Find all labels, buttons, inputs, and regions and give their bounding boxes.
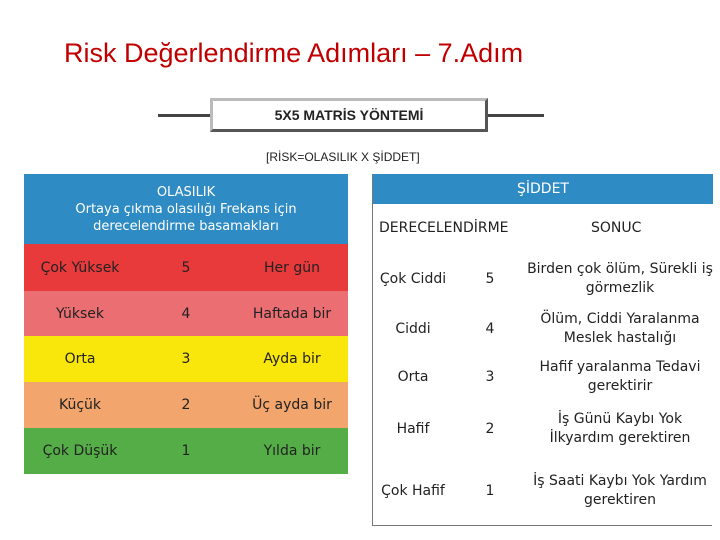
probability-score: 5 — [181, 259, 191, 276]
method-label: 5X5 MATRİS YÖNTEMİ — [274, 107, 424, 123]
severity-row — [373, 354, 713, 400]
severity-result: İş Günü Kaybı Yok İlkyardım gerektiren — [549, 411, 691, 446]
probability-frequency: Üç ayda bir — [252, 397, 332, 413]
severity-row — [373, 306, 713, 352]
severity-result: İş Saati Kaybı Yok Yardım gerektiren — [533, 473, 707, 508]
probability-title: OLASILIK — [156, 184, 216, 200]
severity-score: 1 — [485, 482, 495, 499]
probability-table — [24, 174, 348, 474]
probability-score: 3 — [181, 351, 191, 367]
severity-level: Çok Hafif — [381, 482, 445, 499]
severity-table — [372, 174, 712, 526]
probability-row — [24, 382, 348, 428]
severity-level: Çok Ciddi — [379, 270, 447, 287]
probability-score: 4 — [181, 305, 191, 322]
page-title: Risk Değerlendirme Adımları – 7.Adım — [64, 38, 524, 68]
probability-subtitle-2: derecelendirme basamakları — [93, 218, 279, 234]
severity-result: Hafif yaralanma Tedavi gerektirir — [539, 359, 701, 394]
probability-frequency: Her gün — [264, 259, 320, 276]
probability-subtitle: Ortaya çıkma olasılığı Frekans için — [75, 201, 297, 217]
probability-row — [24, 291, 348, 336]
severity-score: 5 — [485, 270, 495, 287]
probability-frequency: Ayda bir — [263, 351, 321, 367]
risk-formula: [RİSK=OLASILIK X ŞİDDET] — [266, 150, 420, 164]
probability-level: Yüksek — [56, 305, 104, 322]
probability-row — [24, 428, 348, 474]
severity-score: 4 — [485, 320, 495, 337]
probability-frequency: Haftada bir — [252, 305, 332, 322]
severity-level: Orta — [397, 368, 429, 385]
severity-row — [373, 468, 713, 514]
severity-result: Ölüm, Ciddi Yaralanma Meslek hastalığı — [540, 311, 700, 346]
probability-level: Orta — [64, 351, 96, 367]
probability-level: Küçük — [58, 397, 102, 413]
severity-row — [373, 406, 713, 452]
severity-title: ŞİDDET — [517, 181, 569, 197]
probability-level: Çok Yüksek — [40, 259, 120, 276]
probability-row — [24, 336, 348, 382]
probability-score: 2 — [181, 397, 191, 413]
probability-score: 1 — [181, 443, 191, 459]
severity-row — [373, 256, 713, 302]
severity-level: Ciddi — [395, 320, 431, 337]
probability-level: Çok Düşük — [42, 443, 118, 459]
rating-column-header: DERECELENDİRME — [379, 220, 509, 236]
severity-header — [373, 174, 713, 204]
probability-row — [24, 244, 348, 291]
probability-frequency: Yılda bir — [263, 443, 321, 459]
method-banner — [210, 98, 488, 132]
severity-level: Hafif — [396, 420, 430, 437]
severity-score: 2 — [485, 420, 495, 437]
severity-score: 3 — [485, 368, 495, 385]
probability-header — [24, 174, 348, 244]
severity-result: Birden çok ölüm, Sürekli iş görmezlik — [527, 261, 713, 296]
result-column-header: SONUC — [591, 220, 642, 236]
